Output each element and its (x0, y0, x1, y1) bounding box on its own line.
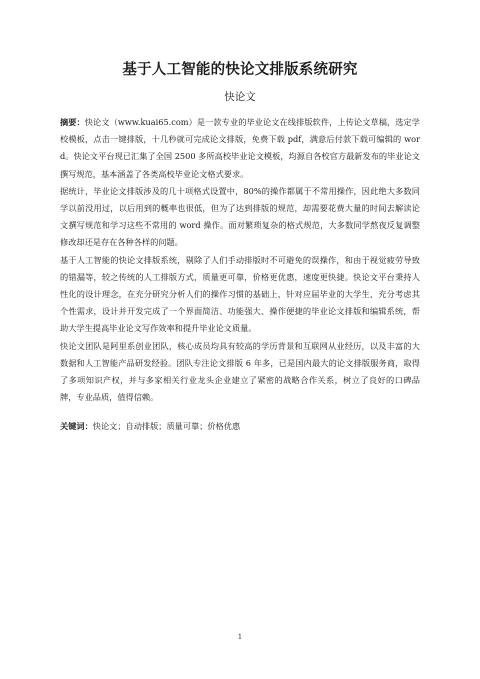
abstract-label: 摘要： (60, 117, 85, 127)
abstract-paragraph (60, 114, 420, 183)
body-paragraph-3: 快论文团队是阿里系创业团队，核心成员均具有较高的学历背景和互联网从业经历，以及丰富的大数据和人工智能产品研发经验。团队专注论文排版 6 年多，已是国内最大的论文排版服务商，取得了多项知识产权，并与多家相关行业龙头企业建立了紧密的战略合作关系，树立了良好的口碑品牌，专业品质，值得信赖。 (60, 340, 420, 403)
body-paragraph-1: 据统计，毕业论文排版涉及的几十项格式设置中，80%的操作都属于不常用操作，因此绝大多数同学以前没用过，以后用到的概率也很低，但为了达到排版的规范，却需要花费大量的时间去解读论文撰写规范和学习这些不常用的 word 操作。面对繁琐复杂的格式规范，大多数同学熬夜反复调整修改却还是存在各种各样的问题。 (60, 185, 420, 248)
document-author: 快论文 (224, 91, 256, 103)
document-title: 基于人工智能的快论文排版系统研究 (122, 62, 358, 78)
body-paragraph-2: 基于人工智能的快论文排版系统，剔除了人们手动排版时不可避免的误操作，和由于视觉疲劳导致的错漏等，较之传统的人工排版方式，质量更可靠，价格更优惠，速度更快捷。快论文平台秉持人性化的设计理念，在充分研究分析人们的操作习惯的基础上，针对应届毕业的大学生，充分考虑其个性需求，设计并开发完成了一个界面简洁、功能强大、操作便捷的毕业论文排版和编辑系统，帮助大学生提高毕业论文写作效率和提升毕业论文质量。 (60, 254, 420, 334)
page-number: 1 (237, 633, 243, 641)
keywords-text: 快论文；自动排版；质量可靠；价格优惠 (92, 421, 241, 432)
keywords-label: 关键词： (60, 421, 93, 432)
keywords-line (60, 418, 420, 435)
abstract-text: 快论文（www.kuai65.com）是一款专业的毕业论文在线排版软件，上传论文草稿，选定学校模板，点击一键排版，十几秒就可完成论文排版，免费下载 pdf，满意后付款下载可编辑的 word。快论文平台现已汇集了全国 2500 多所高校毕业论文模板，均源自各校官方最新发布的毕业论文撰写规范，基本涵盖了各类高校毕业论文格式要求。 (60, 117, 420, 179)
